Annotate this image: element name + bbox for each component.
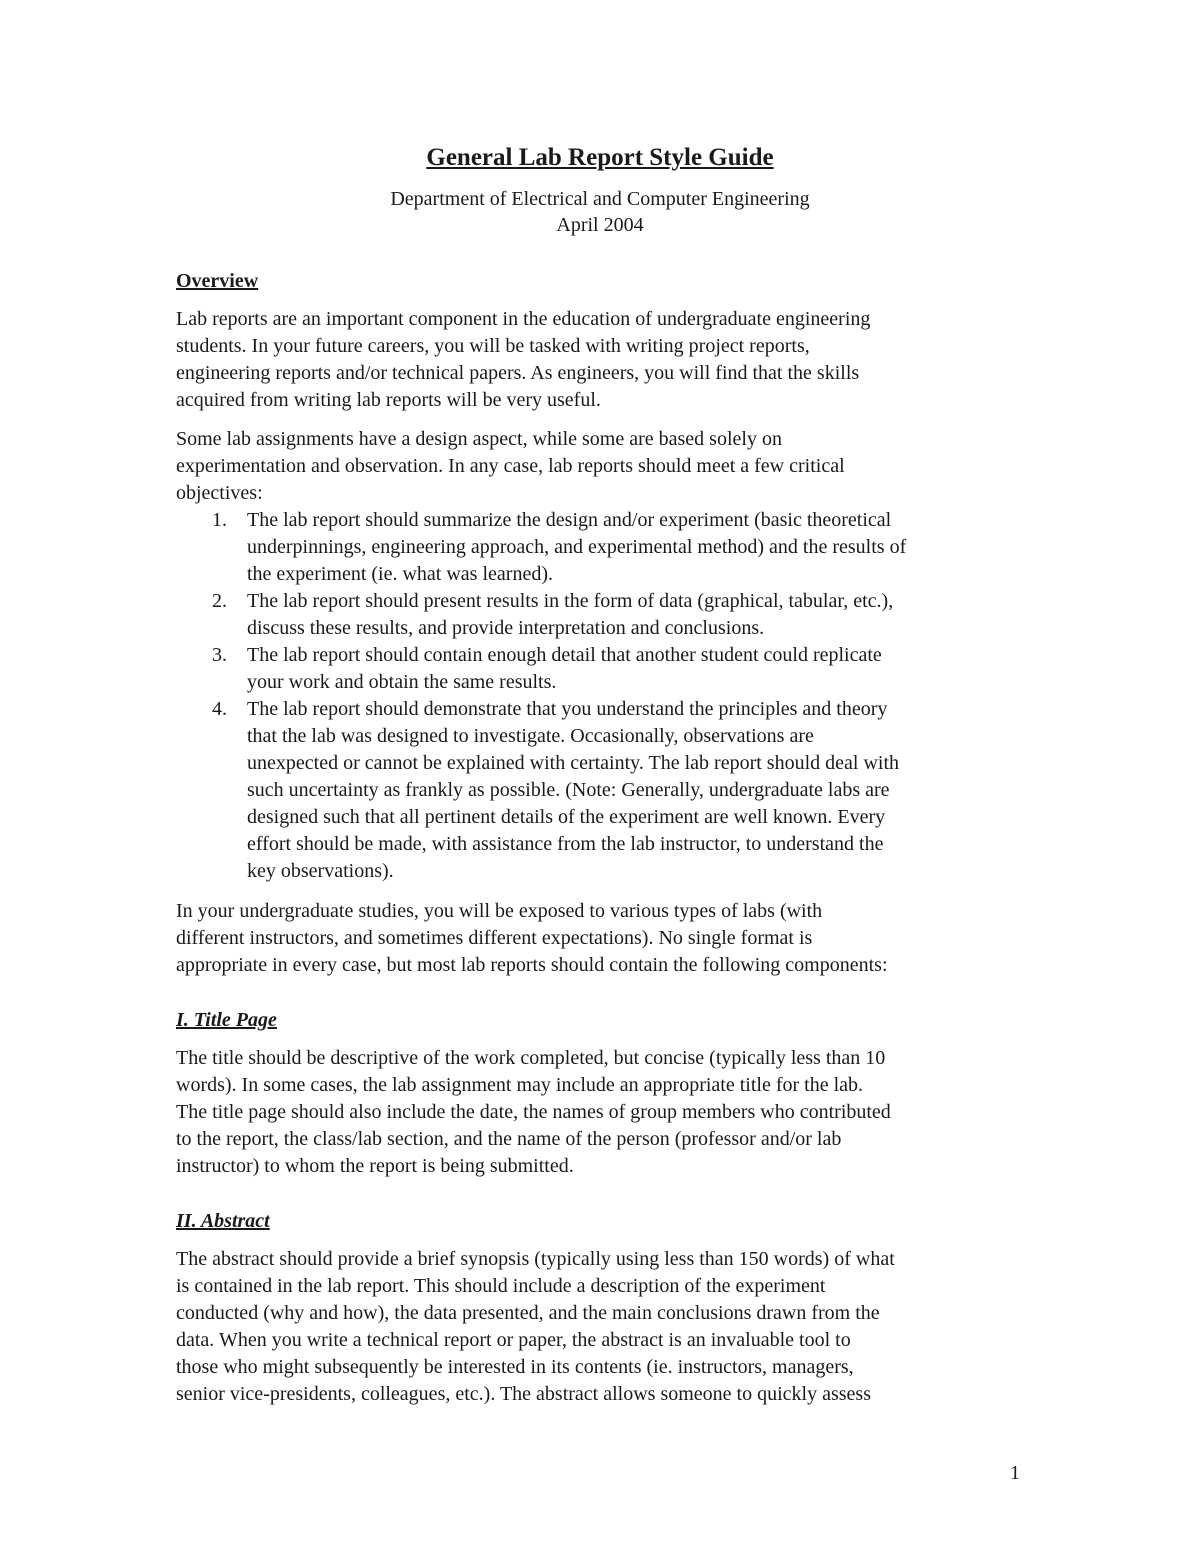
- document-title: General Lab Report Style Guide: [426, 144, 774, 171]
- text-line: The lab report should contain enough detail that another student could replicate: [247, 644, 882, 666]
- text-line: those who might subsequently be interested in its contents (ie. instructors, managers,: [176, 1356, 854, 1378]
- text-line: Lab reports are an important component in the education of undergraduate engineering: [176, 308, 871, 330]
- text-line: designed such that all pertinent details of the experiment are well known. Every: [247, 806, 886, 828]
- department-line: Department of Electrical and Computer Engineering: [390, 188, 810, 210]
- list-number: 2.: [212, 590, 227, 612]
- text-line: conducted (why and how), the data presented, and the main conclusions drawn from the: [176, 1302, 880, 1324]
- text-line: key observations).: [247, 860, 394, 882]
- abstract-paragraph: [176, 1246, 1036, 1408]
- list-item: [176, 588, 1036, 642]
- text-line: is contained in the lab report. This should include a description of the experiment: [176, 1275, 826, 1297]
- overview-paragraph-3: [176, 898, 1036, 979]
- text-line: different instructors, and sometimes different expectations). No single format is: [176, 927, 813, 949]
- text-line: that the lab was designed to investigate. Occasionally, observations are: [247, 725, 814, 747]
- text-line: engineering reports and/or technical papers. As engineers, you will find that the skills: [176, 362, 860, 384]
- text-line: acquired from writing lab reports will be very useful.: [176, 389, 601, 411]
- text-line: experimentation and observation. In any case, lab reports should meet a few critical: [176, 455, 845, 477]
- text-line: objectives:: [176, 482, 263, 504]
- text-line: The title should be descriptive of the work completed, but concise (typically less than 10: [176, 1047, 886, 1069]
- overview-paragraph-1: [176, 306, 1036, 414]
- text-line: unexpected or cannot be explained with certainty. The lab report should deal with: [247, 752, 900, 774]
- text-line: The lab report should summarize the design and/or experiment (basic theoretical: [247, 509, 892, 531]
- text-line: the experiment (ie. what was learned).: [247, 563, 553, 585]
- text-line: such uncertainty as frankly as possible. (Note: Generally, undergraduate labs are: [247, 779, 890, 801]
- text-line: The lab report should present results in the form of data (graphical, tabular, etc.),: [247, 590, 894, 612]
- text-line: The title page should also include the date, the names of group members who contributed: [176, 1101, 891, 1123]
- text-line: data. When you write a technical report or paper, the abstract is an invaluable tool to: [176, 1329, 851, 1351]
- title-page-heading: I. Title Page: [176, 1009, 277, 1031]
- list-item: [176, 507, 1036, 588]
- text-line: The abstract should provide a brief synopsis (typically using less than 150 words) of what: [176, 1248, 895, 1270]
- list-item: [176, 642, 1036, 696]
- text-line: instructor) to whom the report is being submitted.: [176, 1155, 574, 1177]
- text-line: effort should be made, with assistance from the lab instructor, to understand the: [247, 833, 884, 855]
- list-item: [176, 696, 1036, 885]
- list-number: 1.: [212, 509, 227, 531]
- objectives-list: [176, 507, 1036, 885]
- text-line: The lab report should demonstrate that you understand the principles and theory: [247, 698, 888, 720]
- overview-paragraph-2: [176, 426, 1036, 507]
- title-page-paragraph: [176, 1045, 1036, 1180]
- text-line: appropriate in every case, but most lab reports should contain the following components:: [176, 954, 888, 976]
- date-line: April 2004: [556, 214, 644, 236]
- abstract-heading: II. Abstract: [176, 1210, 270, 1232]
- text-line: underpinnings, engineering approach, and experimental method) and the results of: [247, 536, 907, 558]
- text-line: Some lab assignments have a design aspect, while some are based solely on: [176, 428, 782, 450]
- text-line: In your undergraduate studies, you will be exposed to various types of labs (with: [176, 900, 823, 922]
- text-line: to the report, the class/lab section, and the name of the person (professor and/or lab: [176, 1128, 842, 1150]
- text-line: senior vice-presidents, colleagues, etc.). The abstract allows someone to quickly assess: [176, 1383, 871, 1405]
- text-line: students. In your future careers, you will be tasked with writing project reports,: [176, 335, 810, 357]
- text-line: discuss these results, and provide interpretation and conclusions.: [247, 617, 765, 639]
- list-number: 4.: [212, 698, 227, 720]
- page-number: 1: [1010, 1462, 1020, 1484]
- list-number: 3.: [212, 644, 227, 666]
- text-line: your work and obtain the same results.: [247, 671, 557, 693]
- overview-heading: Overview: [176, 270, 259, 292]
- text-line: words). In some cases, the lab assignment may include an appropriate title for the lab.: [176, 1074, 864, 1096]
